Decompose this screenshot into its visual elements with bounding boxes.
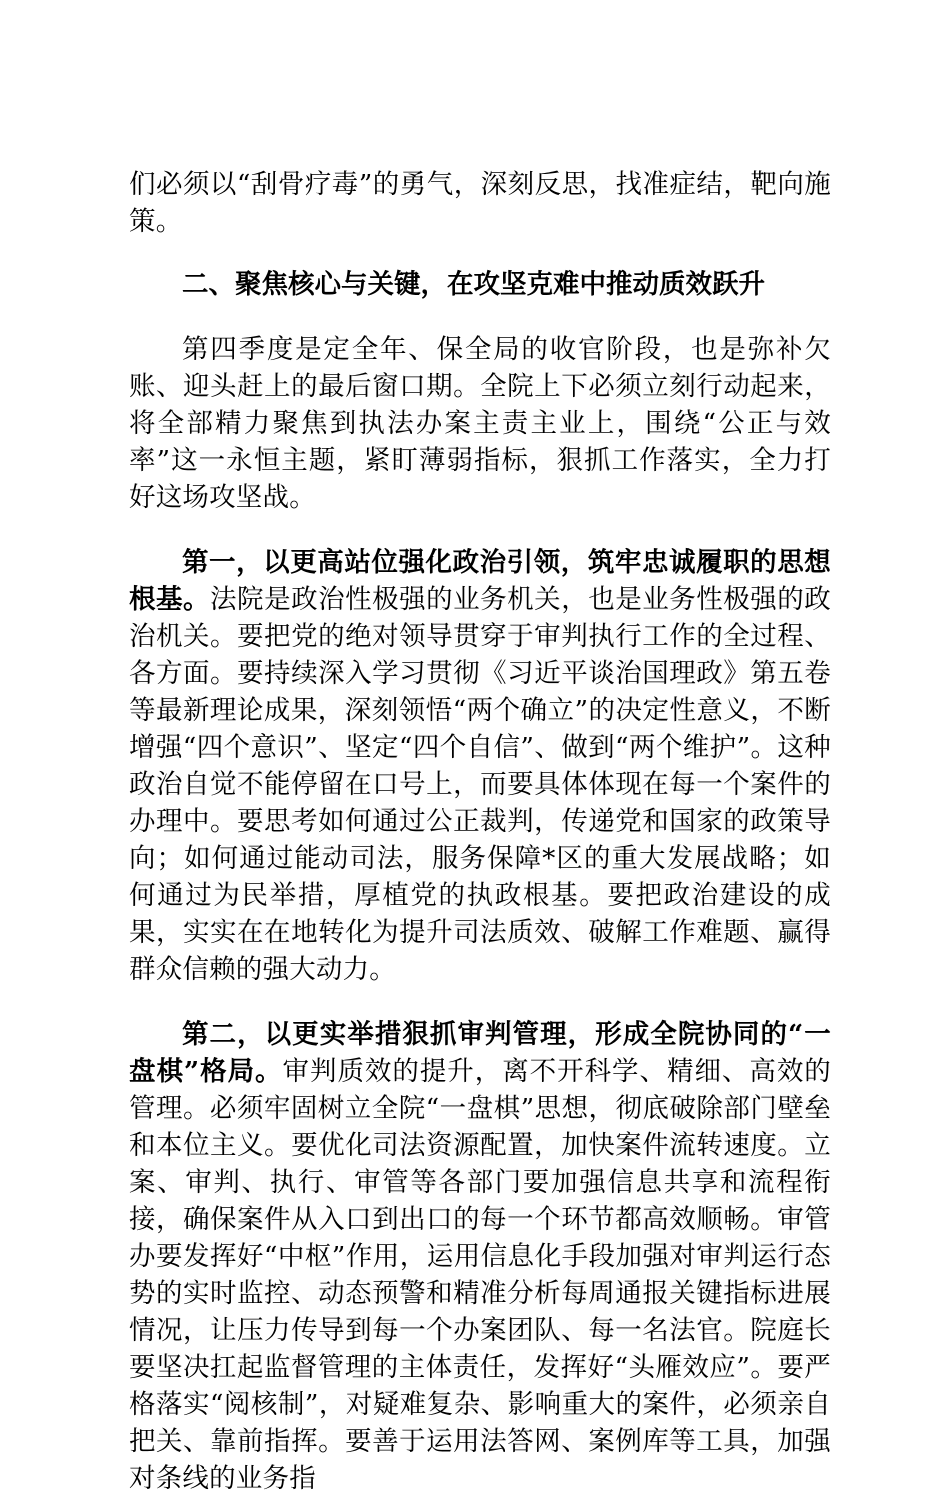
intro-paragraph: 第四季度是定全年、保全局的收官阶段，也是弥补欠账、迎头赶上的最后窗口期。全院上下必须立刻行动起来，将全部精力聚焦到执法办案主责主业上，围绕“公正与效率”这一永恒主题，紧盯薄弱指标，狠抓工作落实，全力打好这场攻坚战。 <box>129 334 831 513</box>
point-two-body: 审判质效的提升，离不开科学、精细、高效的管理。必须牢固树立全院“一盘棋”思想，彻底破除部门壁垒和本位主义。要优化司法资源配置，加快案件流转速度。立案、审判、执行、审管等各部门要加强信息共享和流程衔接，确保案件从入口到出口的每一个环节都高效顺畅。审管办要发挥好“中枢”作用，运用信息化手段加强对审判运行态势的实时监控、动态预警和精准分析每周通报关键指标进展情况，让压力传导到每一个办案团队、每一名法官。院庭长要坚决扛起监督管理的主体责任，发挥好“头雁效应”。要严格落实“阅核制”，对疑难复杂、影响重大的案件，必须亲自把关、靠前指挥。要善于运用法答网、案例库等工具，加强对条线的业务指 <box>129 1056 831 1494</box>
point-one-paragraph <box>129 544 831 988</box>
point-one-body: 法院是政治性极强的业务机关，也是业务性极强的政治机关。要把党的绝对领导贯穿于审判执行工作的全过程、各方面。要持续深入学习贯彻《习近平谈治国理政》第五卷等最新理论成果，深刻领悟“两个确立”的决定性意义，不断增强“四个意识”、坚定“四个自信”、做到“两个维护”。这种政治自觉不能停留在口号上，而要具体体现在每一个案件的办理中。要思考如何通过公正裁判，传递党和国家的政策导向；如何通过能动司法，服务保障*区的重大发展战略；如何通过为民举措，厚植党的执政根基。要把政治建设的成果，实实在在地转化为提升司法质效、破解工作难题、赢得群众信赖的强大动力。 <box>129 584 831 985</box>
section-heading: 二、聚焦核心与关键，在攻坚克难中推动质效跃升 <box>182 269 765 300</box>
point-two-paragraph <box>129 1016 831 1497</box>
point-one-lead: 第一，以更高站位强化政治引领，筑牢忠诚履职的思想根基。 <box>129 547 831 615</box>
point-two-lead: 第二，以更实举措狠抓审判管理，形成全院协同的“一盘棋”格局。 <box>129 1019 831 1087</box>
document-page <box>129 166 831 1497</box>
continuation-paragraph: 们必须以“刮骨疗毒”的勇气，深刻反思，找准症结，靶向施策。 <box>129 169 831 237</box>
